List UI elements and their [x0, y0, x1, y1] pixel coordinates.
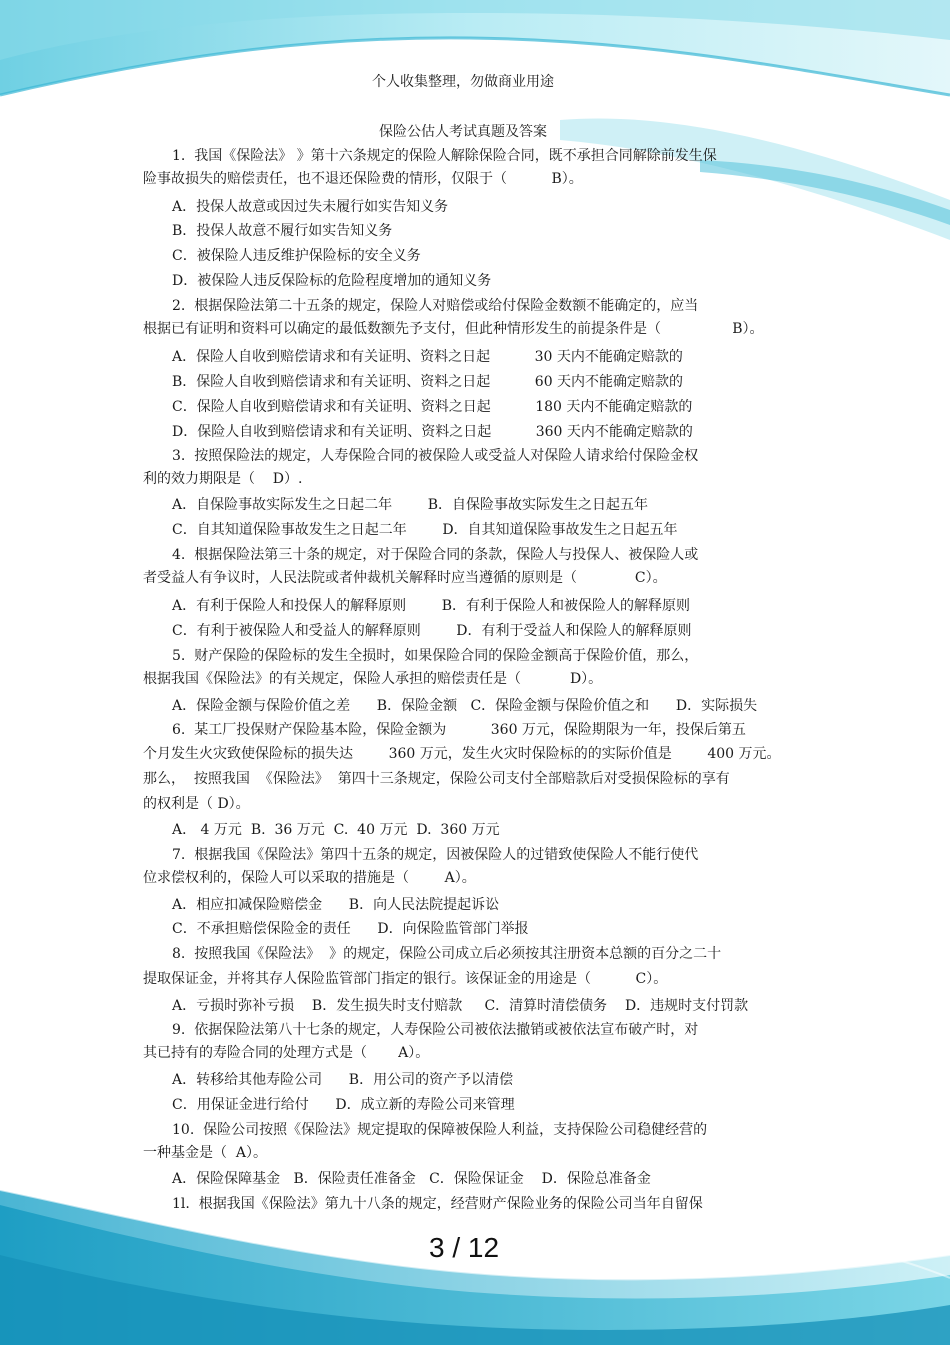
text-line: 8. 按照我国《保险法》 》的规定，保险公司成立后必须按其注册资本总额的百分之二十 — [172, 946, 722, 962]
text-line: 一种基金是（ A）。 — [143, 1145, 268, 1161]
text-line: A．相应扣减保险赔偿金 B．向人民法院提起诉讼 — [172, 897, 500, 913]
text-line: C．保险人自收到赔偿请求和有关证明、资料之日起 180 天内不能确定赔款的 — [172, 399, 693, 415]
text-line: 其已持有的寿险合同的处理方式是（ A）。 — [143, 1045, 430, 1061]
text-line: B．投保人故意不履行如实告知义务 — [172, 223, 393, 239]
text-line: C．不承担赔偿保险金的责任 D．向保险监管部门举报 — [172, 921, 529, 937]
text-line: 个月发生火灾致使保险标的损失达 360 万元，发生火灾时保险标的的实际价值是 400 万元。 — [143, 746, 781, 762]
text-line: 9. 依据保险法第八十七条的规定，人寿保险公司被依法撤销或被依法宣布破产时，对 — [172, 1022, 699, 1038]
text-line: A．亏损时弥补亏损 B．发生损失时支付赔款 C．清算时清偿债务 D．违规时支付罚款 — [172, 998, 749, 1014]
text-line: 4. 根据保险法第三十条的规定，对于保险合同的条款，保险人与投保人、被保险人或 — [172, 547, 699, 563]
page-number: 3 / 12 — [428, 1232, 500, 1263]
text-line: A．投保人故意或因过失未履行如实告知义务 — [172, 199, 449, 215]
text-line: 2. 根据保险法第二十五条的规定，保险人对赔偿或给付保险金数额不能确定的，应当 — [172, 298, 699, 314]
text-line: A．自保险事故实际发生之日起二年 B．自保险事故实际发生之日起五年 — [172, 497, 648, 513]
document-title: 保险公估人考试真题及答案 — [379, 124, 547, 140]
text-line: 者受益人有争议时，人民法院或者仲裁机关解释时应当遵循的原则是（ C）。 — [143, 570, 667, 586]
text-line: D．保险人自收到赔偿请求和有关证明、资料之日起 360 天内不能确定赔款的 — [172, 424, 693, 440]
text-line: 1l. 根据我国《保险法》第九十八条的规定，经营财产保险业务的保险公司当年自留保 — [172, 1196, 703, 1212]
text-line: 提取保证金，并将其存人保险监管部门指定的银行。该保证金的用途是（ C）。 — [143, 971, 668, 987]
text-line: A．转移给其他寿险公司 B．用公司的资产予以清偿 — [172, 1072, 514, 1088]
text-line: 利的效力期限是（ D）. — [143, 471, 303, 487]
text-line: 5. 财产保险的保险标的发生全损时，如果保险合同的保险金额高于保险价值，那么， — [172, 648, 699, 664]
text-line: 位求偿权利的，保险人可以采取的措施是（ A）。 — [143, 870, 476, 886]
text-line: 7. 根据我国《保险法》第四十五条的规定，因被保险人的过错致使保险人不能行使代 — [172, 847, 699, 863]
watermark-note: 个人收集整理，勿做商业用途 — [372, 74, 554, 90]
text-line: A．保险人自收到赔偿请求和有关证明、资料之日起 30 天内不能确定赔款的 — [172, 349, 683, 365]
text-line: B．保险人自收到赔偿请求和有关证明、资料之日起 60 天内不能确定赔款的 — [172, 374, 684, 390]
text-line: D．被保险人违反保险标的危险程度增加的通知义务 — [172, 273, 492, 289]
text-line: 的权利是（ D）。 — [143, 796, 250, 812]
text-line: A． 4 万元 B. 36 万元 C. 40 万元 D. 360 万元 — [172, 822, 500, 838]
text-line: A．保险保障基金 B．保险责任准备金 C．保险保证金 D．保险总准备金 — [172, 1171, 651, 1187]
text-line: 1. 我国《保险法》 》第十六条规定的保险人解除保险合同，既不承担合同解除前发生保 — [172, 148, 717, 164]
text-line: 根据我国《保险法》的有关规定，保险人承担的赔偿责任是（ D）。 — [143, 671, 603, 687]
text-line: 6. 某工厂投保财产保险基本险，保险金额为 360 万元，保险期限为一年，投保后第五 — [172, 722, 746, 738]
text-line: C．有利于被保险人和受益人的解释原则 D．有利于受益人和保险人的解释原则 — [172, 623, 692, 639]
text-line: 险事故损失的赔偿责任，也不退还保险费的情形，仅限于（ B）。 — [143, 171, 583, 187]
text-line: 那么， 按照我国 《保险法》 第四十三条规定，保险公司支付全部赔款后对受损保险标的享有 — [143, 771, 730, 787]
text-line: C．用保证金进行给付 D．成立新的寿险公司来管理 — [172, 1097, 515, 1113]
text-line: A．有利于保险人和投保人的解释原则 B．有利于保险人和被保险人的解释原则 — [172, 598, 690, 614]
text-line: 3. 按照保险法的规定，人寿保险合同的被保险人或受益人对保险人请求给付保险金权 — [172, 448, 699, 464]
text-line: 10. 保险公司按照《保险法》规定提取的保障被保险人利益，支持保险公司稳健经营的 — [172, 1122, 708, 1138]
text-line: 根据已有证明和资料可以确定的最低数额先予支付，但此种情形发生的前提条件是（ B）。 — [143, 321, 764, 337]
text-line: C．自其知道保险事故发生之日起二年 D．自其知道保险事故发生之日起五年 — [172, 522, 678, 538]
text-line: C．被保险人违反维护保险标的安全义务 — [172, 248, 421, 264]
text-line: A．保险金额与保险价值之差 B．保险金额 C．保险金额与保险价值之和 D．实际损失 — [172, 698, 758, 714]
